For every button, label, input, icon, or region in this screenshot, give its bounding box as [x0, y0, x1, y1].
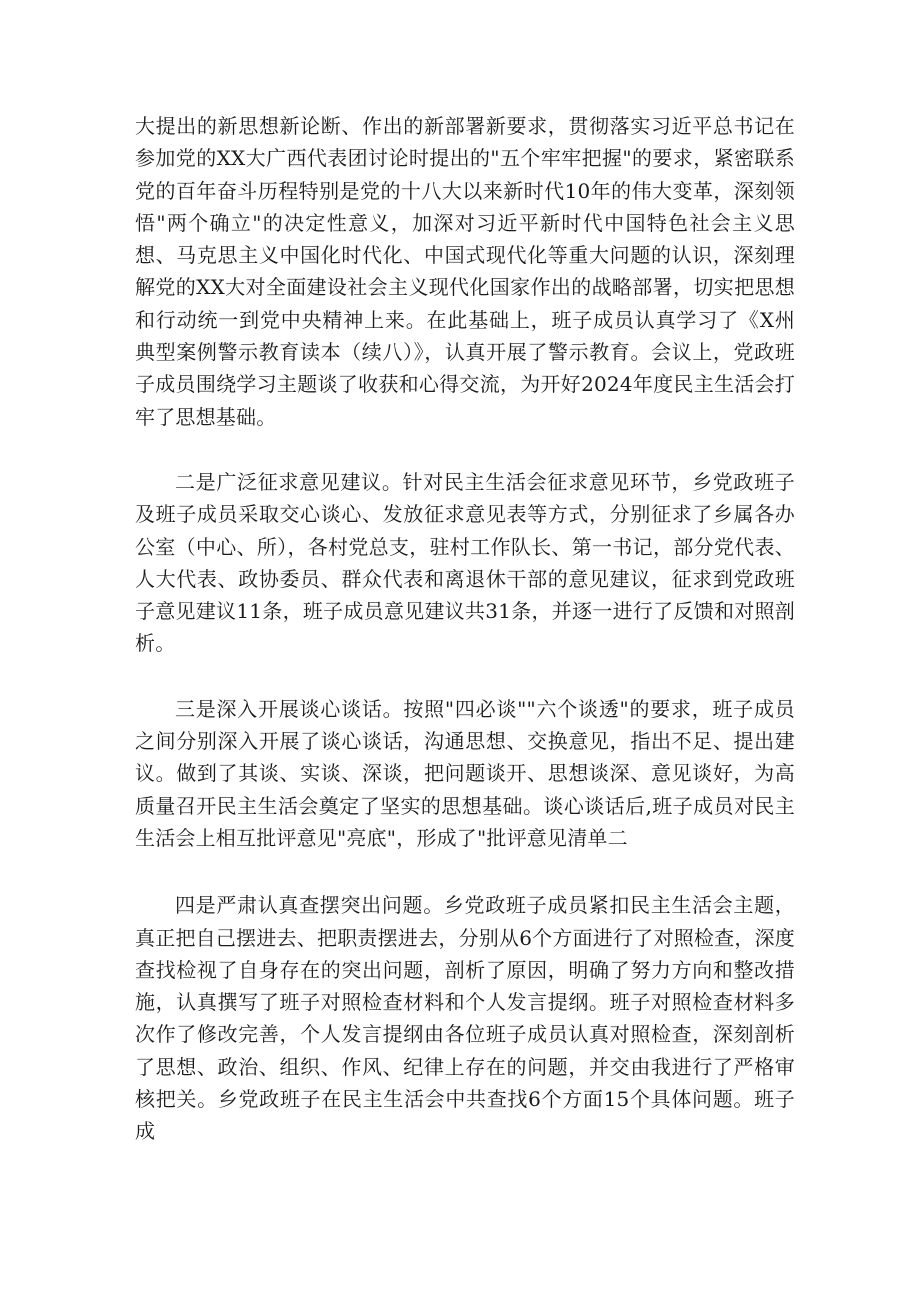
paragraph-heart-to-heart-talks: 三是深入开展谈心谈话。按照"四必谈""六个谈透"的要求，班子成员之间分别深入开展了谈心谈话，沟通思想、交换意见，指出不足、提出建议。做到了其谈、实谈、深谈，把问题谈开、思想谈深、意见谈好，为高质量召开民主生活会奠定了坚实的思想基础。谈心谈话后,班子成员对民主生活会上相互批评意见"亮底"，形成了"批评意见清单二: [135, 696, 795, 850]
document-body: [135, 110, 795, 1148]
paragraph-continued-study: 大提出的新思想新论断、作出的新部署新要求，贯彻落实习近平总书记在参加党的XX大广西代表团讨论时提出的"五个牢牢把握"的要求，紧密联系党的百年奋斗历程特别是党的十八大以来新时代10年的伟大变革，深刻领悟"两个确立"的决定性意义，加深对习近平新时代中国特色社会主义思想、马克思主义中国化时代化、中国式现代化等重大问题的认识，深刻理解党的XX大对全面建设社会主义现代化国家作出的战略部署，切实把思想和行动统一到党中央精神上来。在此基础上，班子成员认真学习了《X州典型案例警示教育读本（续八）》，认真开展了警示教育。会议上，党政班子成员围绕学习主题谈了收获和心得交流，为开好2024年度民主生活会打牢了思想基础。: [135, 114, 795, 429]
paragraph-check-problems: 四是严肃认真查摆突出问题。乡党政班子成员紧扣民主生活会主题，真正把自己摆进去、把职责摆进去，分别从6个方面进行了对照检查，深度查找检视了自身存在的突出问题，剖析了原因，明确了努力方向和整改措施，认真撰写了班子对照检查材料和个人发言提纲。班子对照检查材料多次作了修改完善，个人发言提纲由各位班子成员认真对照检查，深刻剖析了思想、政治、组织、作风、纪律上存在的问题，并交由我进行了严格审核把关。乡党政班子在民主生活会中共查找6个方面15个具体问题。班子成: [135, 893, 795, 1144]
paragraph-solicit-opinions: 二是广泛征求意见建议。针对民主生活会征求意见环节，乡党政班子及班子成员采取交心谈心、发放征求意见表等方式，分别征求了乡属各办公室（中心、所），各村党总支，驻村工作队长、第一书记，部分党代表、人大代表、政协委员、群众代表和离退休干部的意见建议，征求到党政班子意见建议11条，班子成员意见建议共31条，并逐一进行了反馈和对照剖析。: [135, 469, 795, 656]
